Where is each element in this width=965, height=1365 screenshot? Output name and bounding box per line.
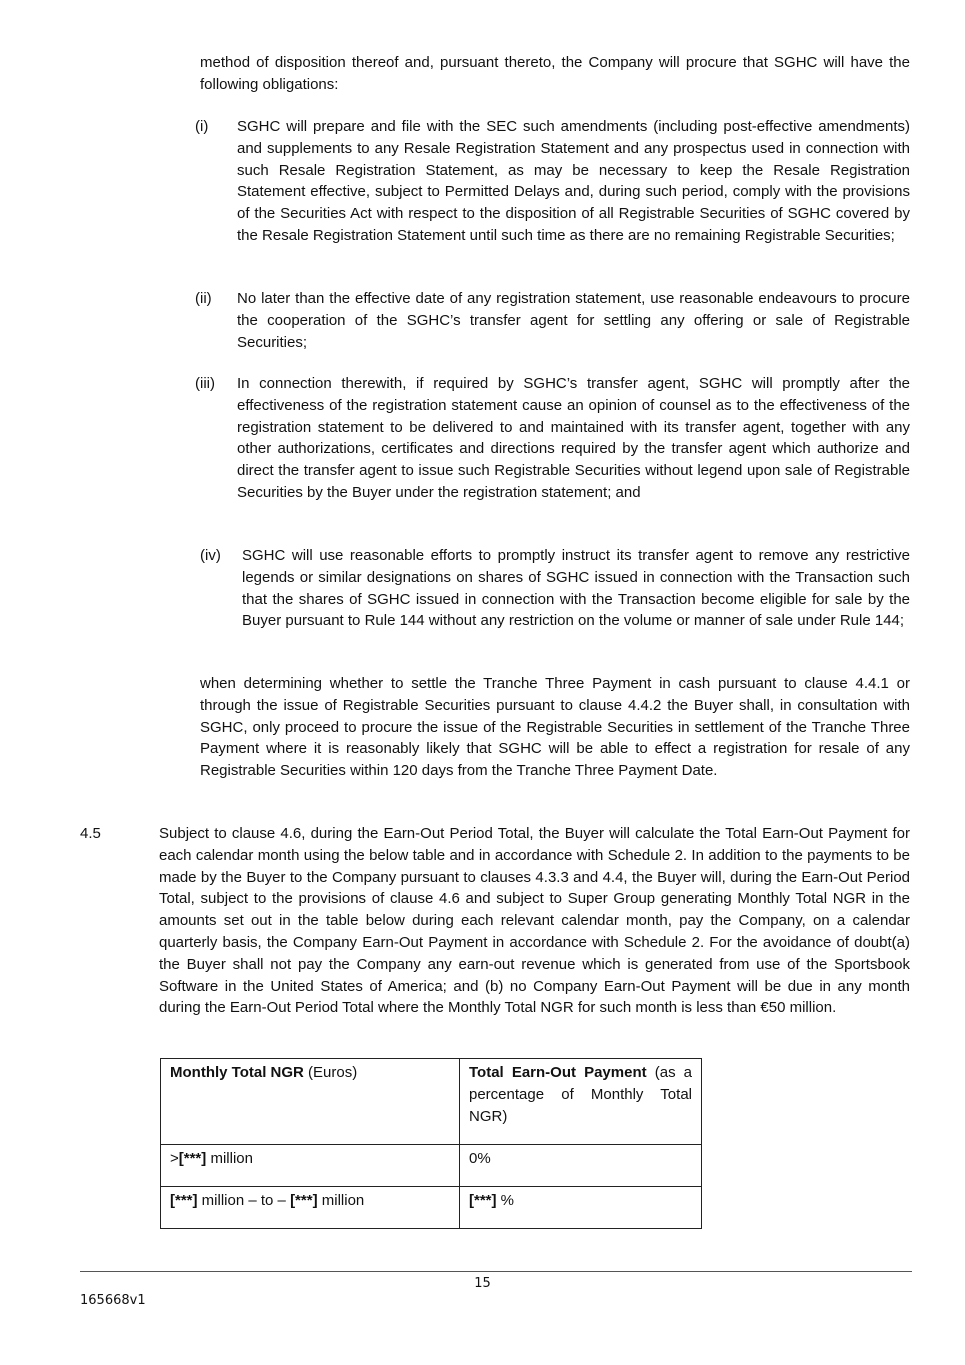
row2-suffix: million	[317, 1192, 365, 1209]
page-number: 15	[474, 1276, 491, 1291]
row2-ngr-cell	[161, 1187, 460, 1229]
obligation-text-iii: In connection therewith, if required by SGHC’s transfer agent, SGHC will promptly after the effectiveness of the registration statement cause an opinion of counsel as to the effectiveness of the registration statement to be delivered to and maintained with its transfer agent, together with any other authorizations, certificates and directions required by the transfer agent which authorize and direct the transfer agent to issue such Registrable Securities without legend upon sale of Registrable Securities by the Buyer under the registration statement; and	[237, 375, 910, 501]
header-cell-earn-out-payment	[460, 1059, 702, 1145]
footer-divider	[80, 1271, 912, 1272]
row1-prefix: >	[170, 1150, 179, 1167]
row2-range-text: million – to –	[197, 1192, 291, 1209]
row1-suffix: million	[206, 1150, 253, 1167]
row1-redacted-value: [***]	[178, 1150, 207, 1167]
header-cell-monthly-ngr	[161, 1059, 460, 1145]
header-monthly-ngr-label: Monthly Total NGR	[170, 1064, 304, 1081]
row2-payment-cell	[460, 1187, 702, 1229]
header-earn-out-label: Total Earn-Out Payment	[469, 1064, 647, 1081]
row2-redacted-high: [***]	[290, 1192, 318, 1209]
obligation-number-ii: (ii)	[195, 290, 212, 307]
earn-out-table	[160, 1058, 702, 1229]
row2-redacted-low: [***]	[170, 1192, 198, 1209]
row2-redacted-percent: [***]	[469, 1192, 497, 1209]
document-id: 165668v1	[80, 1293, 146, 1308]
obligation-text-i: SGHC will prepare and file with the SEC such amendments (including post-effective amendments) and supplements to any Resale Registration Statement and any prospectus used in connection with such Resale Registration Statement, as may be necessary to keep the Resale Registration Statement effective, subject to Permitted Delays and, during such period, comply with the provisions of the Securities Act with respect to the disposition of all Registrable Securities of SGHC covered by the Resale Registration Statement until such time as there are no remaining Registrable Securities;	[237, 118, 910, 244]
table-row	[161, 1145, 702, 1187]
row1-payment-cell: 0%	[460, 1145, 702, 1187]
row2-percent-sign: %	[496, 1192, 515, 1209]
obligation-number-i: (i)	[195, 118, 209, 135]
clause-text-4-5: Subject to clause 4.6, during the Earn-Out Period Total, the Buyer will calculate the Total Earn-Out Payment for each calendar month using the below table and in accordance with Schedule 2. In addition to the payments to be made by the Buyer to the Company pursuant to clauses 4.3.3 and 4.4, the Buyer will, during the Earn-Out Period Total, subject to the provisions of clause 4.6 and subject to Super Group generating Monthly Total NGR in the amounts set out in the table below during each relevant calendar month, pay the Company, on a calendar quarterly basis, the Company Earn-Out Payment in accordance with Schedule 2. For the avoidance of doubt(a) the Buyer shall not pay the Company any earn-out revenue which is generated from use of the Sportsbook Software in the United States of America; and (b) no Company Earn-Out Payment will be due in any month during the Earn-Out Period Total where the Monthly Total NGR for such month is less than €50 million.	[159, 825, 910, 1017]
header-monthly-ngr-unit: (Euros)	[303, 1064, 358, 1081]
closing-paragraph: when determining whether to settle the Tranche Three Payment in cash pursuant to clause 4.4.1 or through the issue of Registrable Securities pursuant to clause 4.4.2 the Buyer shall, in consultation with SGHC, only proceed to procure the issue of the Registrable Securities in settlement of the Tranche Three Payment where it is reasonably likely that SGHC will be able to effect a registration for resale of any Registrable Securities within 120 days from the Tranche Three Payment Date.	[200, 675, 910, 780]
clause-number-4-5: 4.5	[80, 825, 101, 842]
obligation-text-ii: No later than the effective date of any registration statement, use reasonable endeavours to procure the cooperation of the SGHC’s transfer agent for settling any offering or sale of Registrable Securities;	[237, 290, 910, 351]
table-row	[161, 1187, 702, 1229]
obligation-number-iv: (iv)	[200, 547, 221, 564]
obligation-text-iv: SGHC will use reasonable efforts to promptly instruct its transfer agent to remove any restrictive legends or similar designations on shares of SGHC issued in connection with the Transaction such that the shares of SGHC issued in connection with the Transaction become eligible for sale by the Buyer pursuant to Rule 144 without any restriction on the volume or manner of sale under Rule 144;	[242, 547, 910, 630]
table-header-row	[161, 1059, 702, 1145]
row1-ngr-cell	[161, 1145, 460, 1187]
obligation-number-iii: (iii)	[195, 375, 215, 392]
header-earn-out-unit: (as a percentage of Monthly Total NGR)	[469, 1064, 693, 1125]
intro-paragraph: method of disposition thereof and, pursuant thereto, the Company will procure that SGHC will have the following obligations:	[200, 54, 910, 93]
